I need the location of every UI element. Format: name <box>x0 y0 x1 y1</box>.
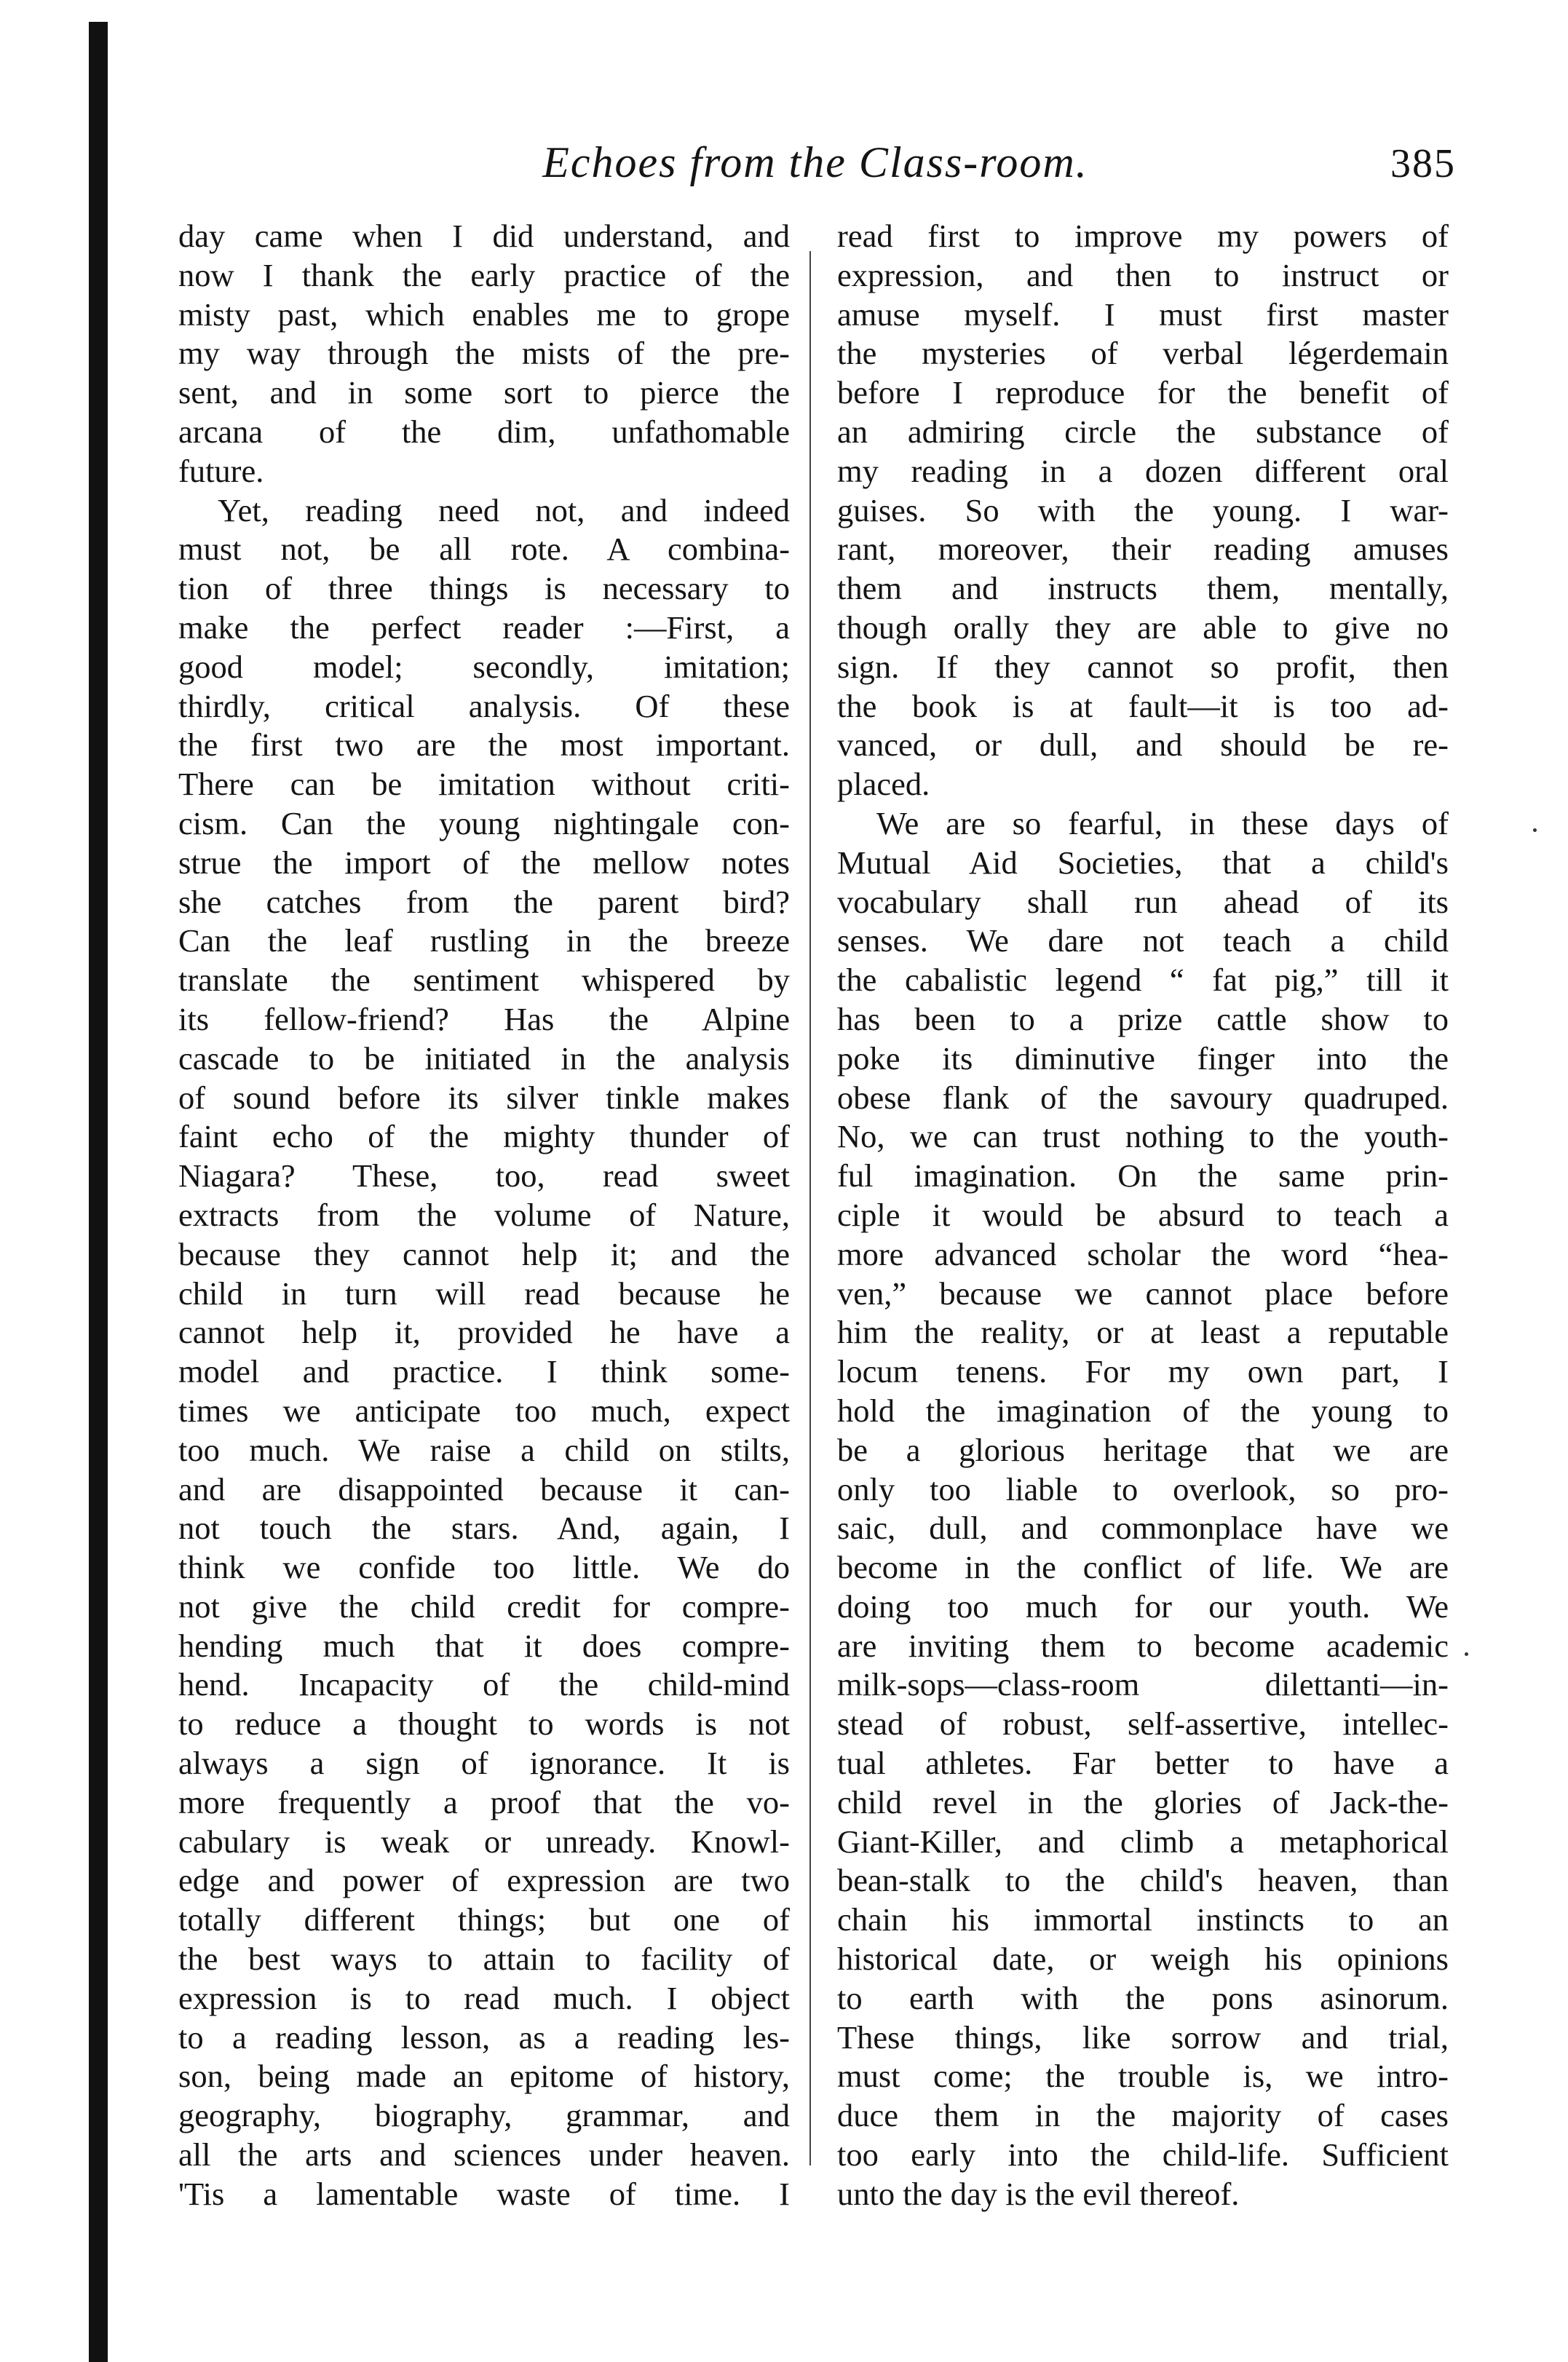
text-line: too much. We raise a child on stilts, <box>178 1431 790 1468</box>
text-line: faint echo of the mighty thunder of <box>178 1118 790 1155</box>
text-line: him the reality, or at least a reputable <box>837 1314 1449 1351</box>
text-line: saic, dull, and commonplace have we <box>837 1510 1449 1547</box>
text-line: geography, biography, grammar, and <box>178 2097 790 2134</box>
text-line: an admiring circle the substance of <box>837 413 1449 450</box>
text-line: chain his immortal instincts to an <box>837 1901 1449 1938</box>
text-line: not touch the stars. And, again, I <box>178 1510 790 1547</box>
text-line: Niagara? These, too, read sweet <box>178 1157 790 1194</box>
text-line: ciple it would be absurd to teach a <box>837 1196 1449 1233</box>
text-line: she catches from the parent bird? <box>178 883 790 920</box>
text-line: the cabalistic legend “ fat pig,” till it <box>837 962 1449 999</box>
text-line: son, being made an epitome of history, <box>178 2058 790 2095</box>
text-line: Giant-Killer, and climb a metaphorical <box>837 1823 1449 1860</box>
text-line: No, we can trust nothing to the youth- <box>837 1118 1449 1155</box>
text-line: before I reproduce for the benefit of <box>837 374 1449 411</box>
text-line: senses. We dare not teach a child <box>837 922 1449 959</box>
text-line: misty past, which enables me to grope <box>178 296 790 333</box>
text-line: has been to a prize cattle show to <box>837 1000 1449 1037</box>
text-line: child revel in the glories of Jack-the- <box>837 1783 1449 1820</box>
page-number: 385 <box>1390 141 1456 186</box>
text-line: be a glorious heritage that we are <box>837 1431 1449 1468</box>
text-line: of sound before its silver tinkle makes <box>178 1079 790 1116</box>
text-line: edge and power of expression are two <box>178 1862 790 1899</box>
text-line: to reduce a thought to words is not <box>178 1705 790 1743</box>
text-line: sent, and in some sort to pierce the <box>178 374 790 411</box>
text-line: model and practice. I think some- <box>178 1353 790 1390</box>
text-line: expression, and then to instruct or <box>837 256 1449 293</box>
text-line: all the arts and sciences under heaven. <box>178 2136 790 2173</box>
text-line: hold the imagination of the young to <box>837 1392 1449 1429</box>
text-line: tion of three things is necessary to <box>178 570 790 607</box>
text-line: sign. If they cannot so profit, then <box>837 648 1449 685</box>
page-speck <box>1465 1652 1468 1656</box>
text-line: 'Tis a lamentable waste of time. I <box>178 2175 790 2212</box>
text-line: Can the leaf rustling in the breeze <box>178 922 790 959</box>
text-line: obese flank of the savoury quadruped. <box>837 1079 1449 1116</box>
text-line: make the perfect reader :—First, a <box>178 609 790 646</box>
text-line: more advanced scholar the word “hea- <box>837 1235 1449 1272</box>
text-line: translate the sentiment whispered by <box>178 962 790 999</box>
text-line: its fellow-friend? Has the Alpine <box>178 1000 790 1037</box>
page-speck <box>1533 828 1537 832</box>
running-title: Echoes from the Class-room. <box>542 138 1088 186</box>
text-line: the best ways to attain to facility of <box>178 1941 790 1978</box>
text-line: stead of robust, self-assertive, intellec- <box>837 1705 1449 1743</box>
text-line: cism. Can the young nightingale con- <box>178 804 790 841</box>
text-line: cabulary is weak or unready. Knowl- <box>178 1823 790 1860</box>
text-line: placed. <box>837 766 930 803</box>
text-line: Mutual Aid Societies, that a child's <box>837 844 1449 881</box>
text-line: not give the child credit for compre- <box>178 1588 790 1625</box>
text-line: read first to improve my powers of <box>837 218 1449 254</box>
text-line: times we anticipate too much, expect <box>178 1392 790 1429</box>
text-line: arcana of the dim, unfathomable <box>178 413 790 450</box>
text-line: ven,” because we cannot place before <box>837 1275 1449 1312</box>
text-line: poke its diminutive finger into the <box>837 1039 1449 1077</box>
text-line: the mysteries of verbal légerdemain <box>837 335 1449 372</box>
text-line: my reading in a dozen different oral <box>837 452 1449 489</box>
text-line: These things, like sorrow and trial, <box>837 2018 1449 2056</box>
text-line: day came when I did understand, and <box>178 218 790 254</box>
text-line: must come; the trouble is, we intro- <box>837 2058 1449 2095</box>
text-line: rant, moreover, their reading amuses <box>837 531 1449 568</box>
column-divider <box>809 251 811 2165</box>
text-line: locum tenens. For my own part, I <box>837 1353 1449 1390</box>
text-line: tual athletes. Far better to have a <box>837 1745 1449 1782</box>
text-line: my way through the mists of the pre- <box>178 335 790 372</box>
text-line: expression is to read much. I object <box>178 1979 790 2016</box>
text-line: now I thank the early practice of the <box>178 256 790 293</box>
text-line: cannot help it, provided he have a <box>178 1314 790 1351</box>
text-line: the first two are the most important. <box>178 726 790 764</box>
text-line: the book is at fault—it is too ad- <box>837 687 1449 724</box>
text-line: bean-stalk to the child's heaven, than <box>837 1862 1449 1899</box>
running-header <box>175 137 1456 195</box>
text-line: milk-sops—class-room dilettanti—in- <box>837 1666 1449 1703</box>
text-line: totally different things; but one of <box>178 1901 790 1938</box>
text-line: amuse myself. I must first master <box>837 296 1449 333</box>
text-line: duce them in the majority of cases <box>837 2097 1449 2134</box>
left-text-column <box>178 217 790 2214</box>
text-line: always a sign of ignorance. It is <box>178 1745 790 1782</box>
text-line: though orally they are able to give no <box>837 609 1449 646</box>
text-line: good model; secondly, imitation; <box>178 648 790 685</box>
right-text-column <box>837 217 1449 2214</box>
binding-edge <box>89 22 108 2362</box>
text-line: must not, be all rote. A combina- <box>178 531 790 568</box>
text-line: too early into the child-life. Sufficient <box>837 2136 1449 2173</box>
text-line: vanced, or dull, and should be re- <box>837 726 1449 764</box>
text-line: are inviting them to become academic <box>837 1627 1449 1664</box>
text-line: them and instructs them, mentally, <box>837 570 1449 607</box>
text-line: hending much that it does compre- <box>178 1627 790 1664</box>
text-line: guises. So with the young. I war- <box>837 491 1449 528</box>
text-line: become in the conflict of life. We are <box>837 1549 1449 1586</box>
text-line: Yet, reading need not, and indeed <box>218 491 790 528</box>
text-line: unto the day is the evil thereof. <box>837 2175 1240 2212</box>
text-line: There can be imitation without criti- <box>178 766 790 803</box>
text-line: extracts from the volume of Nature, <box>178 1196 790 1233</box>
text-line: strue the import of the mellow notes <box>178 844 790 881</box>
text-line: and are disappointed because it can- <box>178 1470 790 1507</box>
text-line: only too liable to overlook, so pro- <box>837 1470 1449 1507</box>
text-line: historical date, or weigh his opinions <box>837 1941 1449 1978</box>
text-line: because they cannot help it; and the <box>178 1235 790 1272</box>
text-line: to earth with the pons asinorum. <box>837 1979 1449 2016</box>
text-line: more frequently a proof that the vo- <box>178 1783 790 1820</box>
text-line: We are so fearful, in these days of <box>876 804 1449 841</box>
text-line: ful imagination. On the same prin- <box>837 1157 1449 1194</box>
text-line: cascade to be initiated in the analysis <box>178 1039 790 1077</box>
text-line: thirdly, critical analysis. Of these <box>178 687 790 724</box>
text-line: to a reading lesson, as a reading les- <box>178 2018 790 2056</box>
text-line: future. <box>178 452 264 489</box>
text-line: vocabulary shall run ahead of its <box>837 883 1449 920</box>
text-line: think we confide too little. We do <box>178 1549 790 1586</box>
text-line: doing too much for our youth. We <box>837 1588 1449 1625</box>
text-line: hend. Incapacity of the child-mind <box>178 1666 790 1703</box>
text-line: child in turn will read because he <box>178 1275 790 1312</box>
